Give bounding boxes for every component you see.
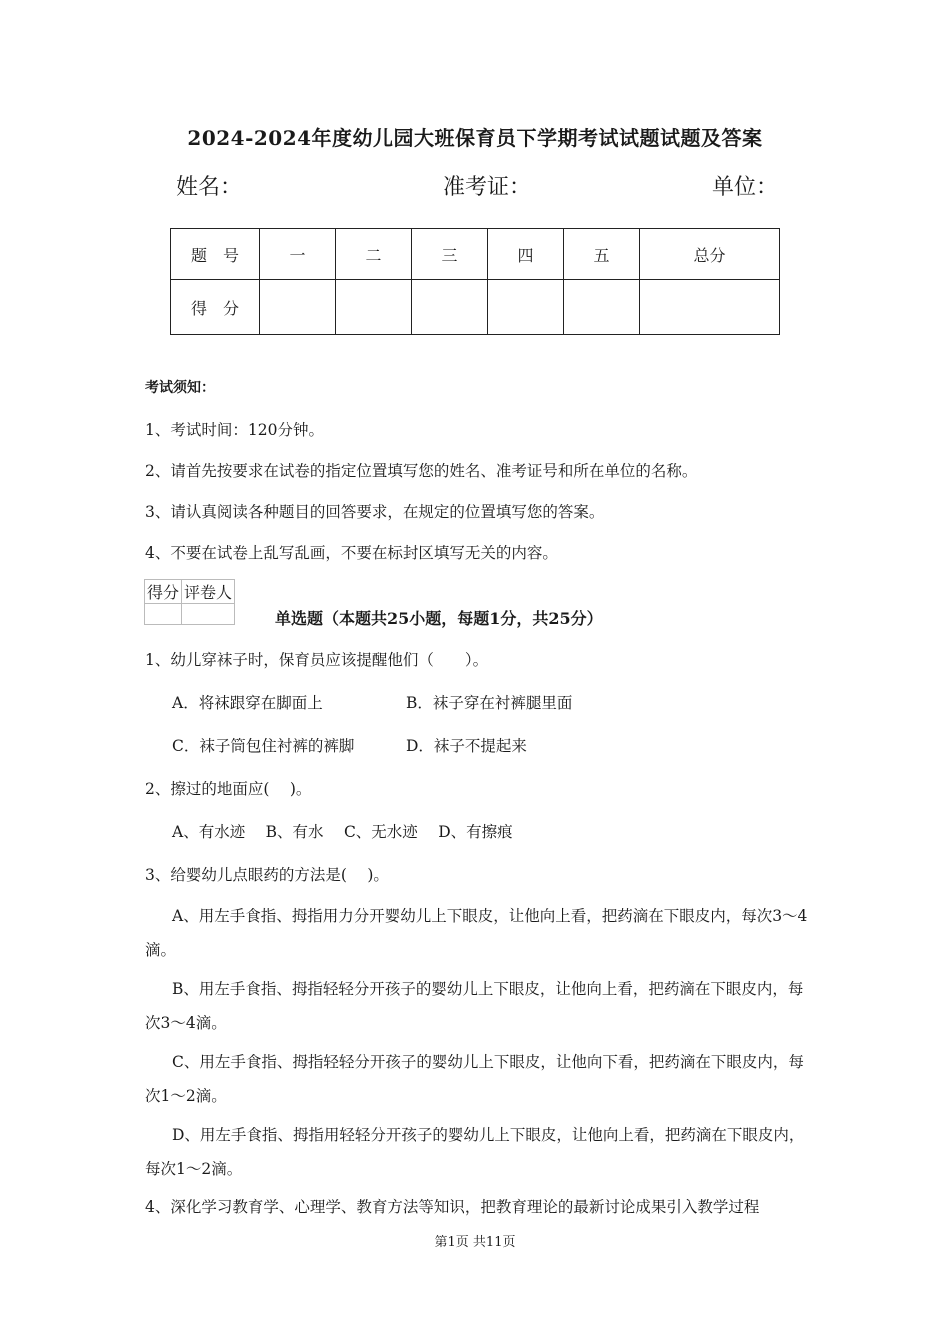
score-cell: [260, 280, 336, 335]
grader-box: [144, 579, 235, 625]
total-header: 总分: [640, 229, 780, 280]
grader-score-cell: [145, 604, 182, 625]
question-2-options: A、有水迹 B、有水 C、无水迹 D、有擦痕: [172, 823, 513, 841]
score-cell: [488, 280, 564, 335]
score-table-header-row: [171, 229, 780, 280]
question-1-option-b: B．袜子穿在衬裤腿里面: [406, 694, 573, 712]
question-3-option-c: C、用左手食指、拇指轻轻分开孩子的婴幼儿上下眼皮，让他向下看，把药滴在下眼皮内，每次1～2滴。: [145, 1053, 804, 1105]
notice-item: 4、不要在试卷上乱写乱画，不要在标封区填写无关的内容。: [145, 544, 558, 562]
score-row-label: 得 分: [171, 280, 260, 335]
question-1-option-c: C．袜子筒包住衬裤的裤脚: [172, 737, 355, 755]
question-3-stem: 3、给婴幼儿点眼药的方法是( )。: [145, 866, 389, 884]
question-3-option-d: D、用左手食指、拇指用轻轻分开孩子的婴幼儿上下眼皮，让他向上看，把药滴在下眼皮内，每次1～2滴。: [145, 1126, 805, 1178]
question-3-option-a: A、用左手食指、拇指用力分开婴幼儿上下眼皮，让他向上看，把药滴在下眼皮内，每次3～4滴。: [145, 907, 808, 959]
question-1-option-a: A．将袜跟穿在脚面上: [172, 694, 323, 712]
section-3-header: 三: [412, 229, 488, 280]
exam-id-field-label: 准考证：: [443, 175, 532, 200]
question-2-stem: 2、擦过的地面应( )。: [145, 780, 312, 798]
section-5-header: 五: [564, 229, 640, 280]
section-2-header: 二: [336, 229, 412, 280]
score-table: [170, 228, 780, 335]
section-1-header: 一: [260, 229, 336, 280]
score-cell: [336, 280, 412, 335]
score-cell: [640, 280, 780, 335]
score-table-score-row: [171, 280, 780, 335]
document-title: 2024-2024年度幼儿园大班保育员下学期考试试题试题及答案: [187, 126, 763, 150]
name-field-label: 姓名：: [176, 175, 243, 200]
notice-title: 考试须知：: [145, 380, 215, 396]
question-1-option-d: D．袜子不提起来: [406, 737, 527, 755]
notice-item: 1、考试时间：120分钟。: [145, 421, 324, 439]
page-footer: 第1页 共11页: [434, 1235, 516, 1250]
unit-field-label: 单位：: [712, 175, 779, 200]
notice-item: 2、请首先按要求在试卷的指定位置填写您的姓名、准考证号和所在单位的名称。: [145, 462, 698, 480]
section-4-header: 四: [488, 229, 564, 280]
grader-reviewer-label: 评卷人: [182, 580, 235, 604]
section-title: 单选题（本题共25小题，每题1分，共25分）: [275, 609, 603, 628]
question-1-stem: 1、幼儿穿袜子时，保育员应该提醒他们（ ）。: [145, 651, 489, 669]
grader-reviewer-cell: [182, 604, 235, 625]
question-3-option-b: B、用左手食指、拇指轻轻分开孩子的婴幼儿上下眼皮，让他向上看，把药滴在下眼皮内，每次3～4滴。: [145, 980, 804, 1032]
grader-score-label: 得分: [145, 580, 182, 604]
score-cell: [564, 280, 640, 335]
question-number-header: 题 号: [171, 229, 260, 280]
notice-item: 3、请认真阅读各种题目的回答要求，在规定的位置填写您的答案。: [145, 503, 605, 521]
score-cell: [412, 280, 488, 335]
question-4-stem: 4、深化学习教育学、心理学、教育方法等知识，把教育理论的最新讨论成果引入教学过程: [145, 1198, 760, 1216]
